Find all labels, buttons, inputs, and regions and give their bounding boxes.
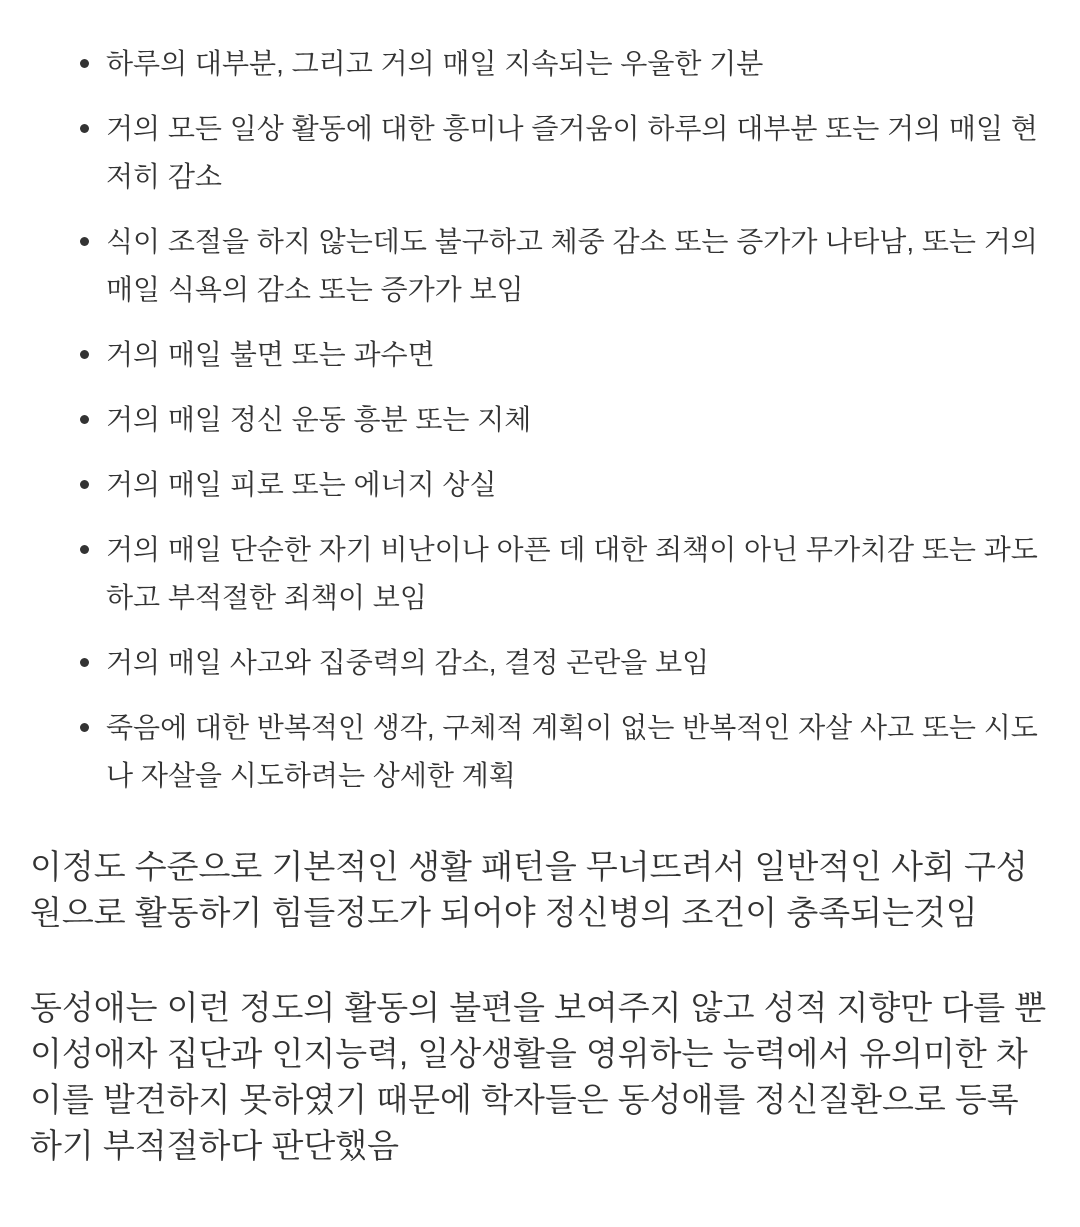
bullet-icon xyxy=(80,350,89,359)
bullet-icon xyxy=(80,480,89,489)
list-item-text: 거의 매일 불면 또는 과수면 xyxy=(106,339,435,370)
bullet-icon xyxy=(80,59,89,68)
bullet-icon xyxy=(80,658,89,667)
bullet-icon xyxy=(80,124,89,133)
list-item-text: 거의 매일 단순한 자기 비난이나 아픈 데 대한 죄책이 아닌 무가치감 또는 과도하고 부적절한 죄책이 보임 xyxy=(106,534,1038,613)
paragraph-final-conclusion: 동성애는 이런 정도의 활동의 불편을 보여주지 않고 성적 지향만 다를 뿐 이성애자 집단과 인지능력, 일상생활을 영위하는 능력에서 유의미한 차이를 발견하지 못하였기 때문에 학자들은 동성애를 정신질환으로 등록하기 부적절하다 판단했음 xyxy=(30,989,1047,1164)
list-item-text: 식이 조절을 하지 않는데도 불구하고 체중 감소 또는 증가가 나타남, 또는 거의 매일 식욕의 감소 또는 증가가 보임 xyxy=(106,226,1038,305)
list-item xyxy=(106,461,1052,509)
list-item-text: 거의 매일 정신 운동 흥분 또는 지체 xyxy=(106,404,532,435)
list-item xyxy=(106,40,1052,88)
list-item-text: 죽음에 대한 반복적인 생각, 구체적 계획이 없는 반복적인 자살 사고 또는 시도나 자살을 시도하려는 상세한 계획 xyxy=(106,712,1038,791)
list-item-text: 거의 모든 일상 활동에 대한 흥미나 즐거움이 하루의 대부분 또는 거의 매일 현저히 감소 xyxy=(106,113,1038,192)
bullet-icon xyxy=(80,545,89,554)
list-item xyxy=(106,639,1052,687)
list-item-text: 하루의 대부분, 그리고 거의 매일 지속되는 우울한 기분 xyxy=(106,48,764,79)
list-item-text: 거의 매일 사고와 집중력의 감소, 결정 곤란을 보임 xyxy=(106,647,710,678)
list-item-text: 거의 매일 피로 또는 에너지 상실 xyxy=(106,469,497,500)
symptom-list xyxy=(30,40,1052,800)
list-item xyxy=(106,105,1052,201)
list-item xyxy=(106,526,1052,622)
bullet-icon xyxy=(80,723,89,732)
bullet-icon xyxy=(80,415,89,424)
list-item xyxy=(106,218,1052,314)
paragraph-criteria-conclusion: 이정도 수준으로 기본적인 생활 패턴을 무너뜨려서 일반적인 사회 구성원으로 활동하기 힘들정도가 되어야 정신병의 조건이 충족되는것임 xyxy=(30,848,1028,931)
list-item xyxy=(106,704,1052,800)
list-item xyxy=(106,331,1052,379)
bullet-icon xyxy=(80,237,89,246)
list-item xyxy=(106,396,1052,444)
